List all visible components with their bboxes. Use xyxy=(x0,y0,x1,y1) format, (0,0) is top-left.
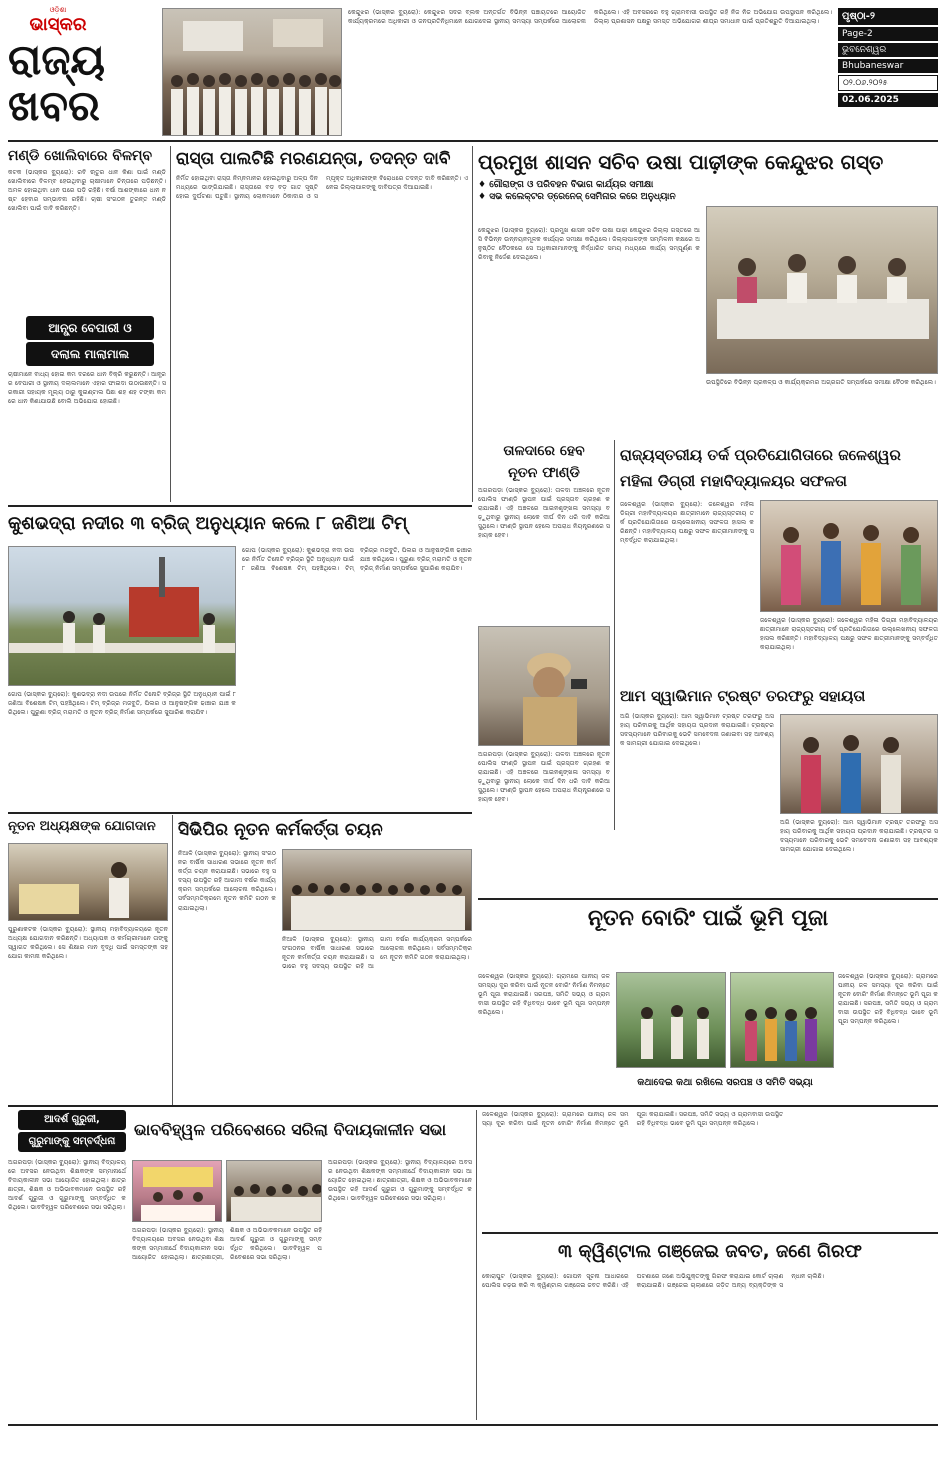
boring-caption: କଥାଦେଇ କଥା ରଖିଲେ ସରପଞ୍ଚ ଓ ସମିତି ସଭ୍ୟା xyxy=(637,1077,813,1088)
bullet-icon: ♦ xyxy=(478,192,490,202)
talda-body-cont: ଅଗରପଡ଼ା (ଭାସ୍କର ବ୍ୟୁରୋ): ତାଳଦା ଅଞ୍ଚଳରେ ନୂତନ ପୋଲିସ ଫାଣ୍ଡି ସ୍ଥାପନ ପାଇଁ ପ୍ରସ୍ତାବ ଗ୍ରହଣ କରାଯାଇଛି। ଏହି ଅଞ୍ଚଳରେ ଆଇନଶୃଙ୍ଖଳା ସମସ୍ୟା ବଢ଼ୁଥିବାରୁ ସ୍ଥାନୀୟ ଲୋକେ ଦୀର୍ଘ ଦିନ ଧରି ଦାବି କରିଆସୁଥିଲେ। ଫାଣ୍ଡି ସ୍ଥାପନ ହେଲେ ଅପରାଧ ନିୟନ୍ତ୍ରଣରେ ସହାୟକ ହେବ। xyxy=(478,751,610,804)
usha-bullet-2 xyxy=(478,192,938,202)
kushabhadra-body-cont: ଗୋପ (ଭାସ୍କର ବ୍ୟୁରୋ): କୁଶଭଦ୍ରା ନଦୀ ଉପରେ ନିର୍ମିତ ତିନୋଟି ବ୍ରିଜ୍‌ର ସ୍ଥିତି ଅନୁଧ୍ୟାନ ପାଇଁ ୮ ଜଣିଆ ବିଶେଷଜ୍ଞ ଟିମ୍ ପହଞ୍ଚିଥିଲେ। ଟିମ୍ ବ୍ରିଜ୍‌ର ମଜବୁତି, ପିଲର ଓ ଆନୁଷଙ୍ଗିକ ଢାଞ୍ଚାର ଯାଞ୍ଚ କରିଥିଲେ। ପୁରୁଣା ବ୍ରିଜ୍ ମରାମତି ଓ ନୂତନ ବ୍ରିଜ୍ ନିର୍ମାଣ ସମ୍ପର୍କରେ ସୁପାରିଶ କରାଯିବ। xyxy=(8,691,236,717)
group-photo-svg xyxy=(163,9,342,136)
rasta-body: ନିର୍ମିତ ହୋଇଥିବା ରାସ୍ତା ନିମ୍ନମାନର ହୋଇଥିବାରୁ ଅଳ୍ପ ଦିନ ମଧ୍ୟରେ ଭାଙ୍ଗିଯାଇଛି। ରାସ୍ତାରେ ବଡ଼ ବଡ଼ ଗାତ ସୃଷ୍ଟି ହୋଇ ଦୁର୍ଘଟଣା ଘଟୁଛି। ସ୍ଥାନୀୟ ଲୋକମାନେ ଠିକାଦାର ଓ ସମ୍ପୃକ୍ତ ଅଧିକାରୀଙ୍କ ବିରୋଧରେ ତଦନ୍ତ ଦାବି କରିଛନ୍ତି। ଏ ନେଇ ଜିଲ୍ଲାପାଳଙ୍କୁ ଦାବିପତ୍ର ଦିଆଯାଇଛି। xyxy=(176,175,468,201)
article-adarsha xyxy=(8,1158,472,1418)
article-kushabhadra xyxy=(8,508,472,808)
tarka-body: ଜଳେଶ୍ୱର (ଭାସ୍କର ବ୍ୟୁରୋ): ଜଳେଶ୍ୱର ମହିଳା ଡିଗ୍ରୀ ମହାବିଦ୍ୟାଳୟର ଛାତ୍ରୀମାନେ ରାଜ୍ୟସ୍ତରୀୟ ତର୍କ ପ୍ରତିଯୋଗିତାରେ ଉଲ୍ଲେଖନୀୟ ସଫଳତା ହାସଲ କରିଛନ୍ତି। ମହାବିଦ୍ୟାଳୟ ପକ୍ଷରୁ ସଫଳ ଛାତ୍ରୀମାନଙ୍କୁ ସମ୍ବର୍ଦ୍ଧିତ କରାଯାଇଥିଲା। xyxy=(620,501,754,545)
boring-photo-2-svg xyxy=(731,973,834,1068)
date-odia: ୦୨.୦୬.୨୦୨୫ xyxy=(838,75,938,91)
ganja-body: କୋରାପୁଟ (ଭାସ୍କର ବ୍ୟୁରୋ): ଗୋପନ ସୂଚନା ଆଧାରରେ ପୋଲିସ ଚଢ଼ଉ କରି ୩ କ୍ୱିଣ୍ଟାଲ ଗଞ୍ଜେଇ ଜବତ କରିଛି। ଏହି ଘଟଣାରେ ଜଣେ ଅଭିଯୁକ୍ତଙ୍କୁ ଗିରଫ କରାଯାଇ କୋର୍ଟ ଚାଲାଣ କରାଯାଇଛି। ଗଞ୍ଜେଇ ଚାଲାଣରେ ଜଡ଼ିତ ଅନ୍ୟ ବ୍ୟକ୍ତିଙ୍କ ସନ୍ଧାନ ଚାଲିଛି। xyxy=(482,1273,825,1290)
article-cbp xyxy=(178,815,472,1105)
masthead-group-photo xyxy=(162,8,342,136)
article-adhyaksha xyxy=(8,815,168,1115)
logo-name: ଭାସ୍କର xyxy=(29,14,87,35)
ama-body-cont: ଅଗି (ଭାସ୍କର ବ୍ୟୁରୋ): ଆମ ସ୍ୱାଭିମାନ ଟ୍ରଷ୍ଟ ତରଫରୁ ଅସହାୟ ପରିବାରକୁ ଆର୍ଥିକ ସହାୟତା ପ୍ରଦାନ କରାଯାଇଛି। ଟ୍ରଷ୍ଟର ସଦସ୍ୟମାନେ ପରିବାରକୁ ଭେଟି ସମବେଦନା ଜଣାଇବା ସହ ଆବଶ୍ୟକ ସାମଗ୍ରୀ ଯୋଗାଇ ଦେଇଥିଲେ। xyxy=(780,819,938,854)
section-title-line2: ଖବର xyxy=(8,81,100,130)
page-number-odia: ପୃଷ୍ଠା-୨ xyxy=(838,8,938,25)
cbp-body-cont: ନିଆଳି (ଭାସ୍କର ବ୍ୟୁରୋ): ସ୍ଥାନୀୟ ସଂଗଠନର ବାର୍ଷିକ ସାଧାରଣ ସଭାରେ ନୂତନ କର୍ମକର୍ତ୍ତା ଚୟନ କରାଯାଇଛି। ସଭାରେ ବହୁ ସଦସ୍ୟ ଉପସ୍ଥିତ ରହି ଆଗାମୀ ବର୍ଷର କାର୍ଯ୍ୟକ୍ରମ ସମ୍ପର୍କରେ ଆଲୋଚନା କରିଥିଲେ। ସର୍ବସମ୍ମତିକ୍ରମେ ନୂତନ କମିଟି ଗଠନ କରାଯାଇଥିଲା। xyxy=(282,936,472,971)
article-mandi xyxy=(8,146,166,314)
rasta-headline: ରାସ୍ତା ପାଲଟିଛି ମରଣଯନ୍ତା, ତଦନ୍ତ ଦାବି xyxy=(176,149,451,169)
meeting-photo-svg xyxy=(707,207,938,374)
ama-help-photo xyxy=(780,714,938,814)
footer-rule xyxy=(8,1424,938,1426)
ama-headline: ଆମ ସ୍ୱାଭିମାନ ଟ୍ରଷ୍ଟ ତରଫରୁ ସହାୟତା xyxy=(620,687,866,705)
tarka-headline-line2: ମହିଳା ଡିଗ୍ରୀ ମହାବିଦ୍ୟାଳୟର ସଫଳତା xyxy=(620,472,847,490)
city-en: Bhubaneswar xyxy=(838,59,938,73)
usha-headline: ପ୍ରମୁଖ ଶାସନ ସଚିବ ଉଷା ପାଢ଼ୀଙ୍କ କେନ୍ଦୁଝର ଗସ୍ତ xyxy=(478,150,884,174)
boring-photo-1-svg xyxy=(617,973,726,1068)
andhra-body: ଚାଷୀମାନେ ବାଧ୍ୟ ହୋଇ କମ ଦରରେ ଧାନ ବିକ୍ରି କରୁଛନ୍ତି। ଆନ୍ଧ୍ରର ବେପାରୀ ଓ ସ୍ଥାନୀୟ ଦଲାଲମାନେ ଏହାର ଫାଇଦା ଉଠାଉଛନ୍ତି। ସରକାରୀ ସହାୟକ ମୂଲ୍ୟ ଠାରୁ କୁଇଣ୍ଟାଲ ପିଛା ଶହ ଶହ ଟଙ୍କା କମରେ ଧାନ କିଣାଯାଉଛି ବୋଲି ଅଭିଯୋଗ ହୋଇଛି। xyxy=(8,371,166,406)
logo-small: ଓଡ଼ିଶା xyxy=(49,6,67,14)
adhyaksha-photo xyxy=(8,843,168,921)
article-ganja xyxy=(482,1236,938,1418)
stage-photo-svg xyxy=(133,1161,222,1222)
kushabhadra-body: ଗୋପ (ଭାସ୍କର ବ୍ୟୁରୋ): କୁଶଭଦ୍ରା ନଦୀ ଉପରେ ନିର୍ମିତ ତିନୋଟି ବ୍ରିଜ୍‌ର ସ୍ଥିତି ଅନୁଧ୍ୟାନ ପାଇଁ ୮ ଜଣିଆ ବିଶେଷଜ୍ଞ ଟିମ୍ ପହଞ୍ଚିଥିଲେ। ଟିମ୍ ବ୍ରିଜ୍‌ର ମଜବୁତି, ପିଲର ଓ ଆନୁଷଙ୍ଗିକ ଢାଞ୍ଚାର ଯାଞ୍ଚ କରିଥିଲେ। ପୁରୁଣା ବ୍ରିଜ୍ ମରାମତି ଓ ନୂତନ ବ୍ରିଜ୍ ନିର୍ମାଣ ସମ୍ପର୍କରେ ସୁପାରିଶ କରାଯିବ। xyxy=(242,547,472,573)
masthead-logo xyxy=(8,6,158,136)
usha-bullet-2-text: ସଭ କଲେକ୍ଟର ଡ୍ରେନେଜ୍ ସେମିନାର କରେ ଅନୁଧ୍ୟାନ xyxy=(489,192,676,202)
award-photo-svg xyxy=(761,501,938,612)
audience-photo-svg xyxy=(227,1161,322,1222)
usha-bullet-1 xyxy=(478,180,938,190)
city-odia: ଭୁବନେଶ୍ୱର xyxy=(838,43,938,57)
police-photo-svg xyxy=(479,627,610,746)
talda-headline-line2: ନୂତନ ଫାଣ୍ଡି xyxy=(508,465,580,481)
boring-body: ଜଳେଶ୍ୱର (ଭାସ୍କର ବ୍ୟୁରୋ): ଗ୍ରାମରେ ପାନୀୟ ଜଳ ସମସ୍ୟା ଦୂର କରିବା ପାଇଁ ନୂତନ ବୋରିଂ ନିର୍ମାଣ ନିମନ୍ତେ ଭୂମି ପୂଜା କରାଯାଇଛି। ସରପଞ୍ଚ, ସମିତି ସଭ୍ୟ ଓ ଗ୍ରାମବାସୀ ଉପସ୍ଥିତ ରହି ବିଧିବଦ୍ଧ ଭାବେ ଭୂମି ପୂଜା ସମ୍ପନ୍ନ କରିଥିଲେ। xyxy=(478,973,610,1017)
usha-meeting-photo xyxy=(706,206,938,374)
article-tarka xyxy=(620,442,938,682)
adhyaksha-headline: ନୂତନ ଅଧ୍ୟକ୍ଷଙ୍କ ଯୋଗଦାନ xyxy=(8,819,156,834)
cbp-headline: ସିଭିପିର ନୂତନ କର୍ମକର୍ତ୍ତା ଚୟନ xyxy=(178,820,383,840)
mandi-headline: ମଣ୍ଡି ଖୋଲିବାରେ ବିଳମ୍ବ xyxy=(8,148,153,164)
masthead-rule xyxy=(8,140,938,142)
boring-photo-2 xyxy=(730,972,834,1068)
section-title-line1: ରାଜ୍ୟ xyxy=(8,35,106,84)
masthead-top-story: କେନ୍ଦୁଝର (ଭାସ୍କର ବ୍ୟୁରୋ): କେନ୍ଦୁଝର ସଦର ବ୍ଲକ ଅନ୍ତର୍ଗତ ବିଭିନ୍ନ ପଞ୍ଚାୟତରେ ଆୟୋଜିତ କାର୍ଯ୍ୟକ୍ରମରେ ଅଧିକାରୀ ଓ ଜନପ୍ରତିନିଧିମାନେ ଯୋଗଦେଇ ସ୍ଥାନୀୟ ସମସ୍ୟା ସମ୍ପର୍କରେ ଆଲୋଚନା କରିଥିଲେ। ଏହି ଅବସରରେ ବହୁ ଗ୍ରାମବାସୀ ଉପସ୍ଥିତ ରହି ନିଜ ନିଜ ଅଭିଯୋଗ ଉପସ୍ଥାପନ କରିଥିଲେ। ଜିଲ୍ଲା ପ୍ରଶାସନ ପକ୍ଷରୁ ସମସ୍ତ ଅଭିଯୋଗର ଶୀଘ୍ର ସମାଧାନ ପାଇଁ ପ୍ରତିଶ୍ରୁତି ଦିଆଯାଇଥିଲା। xyxy=(348,9,832,26)
adarsha-audience-photo xyxy=(226,1160,322,1222)
police-photo xyxy=(478,626,610,746)
adarsha-kicker-line1: ଆଦର୍ଶ ଗୁରୁଜୀ, xyxy=(18,1110,126,1130)
adarsha-kicker-box xyxy=(18,1110,126,1154)
article-rasta xyxy=(176,146,468,502)
ganja-headline: ୩ କ୍ୱିଣ୍ଟାଲ ଗଞ୍ଜେଇ ଜବତ, ଜଣେ ଗିରଫ xyxy=(558,1241,862,1262)
adhyaksha-photo-svg xyxy=(9,844,168,921)
page-info-box xyxy=(838,8,938,136)
page-number-en: Page-2 xyxy=(838,27,938,41)
bridge-photo-svg xyxy=(9,547,236,686)
kushabhadra-headline: କୁଶଭଦ୍ରା ନଦୀର ୩ ବ୍ରିଜ୍ ଅନୁଧ୍ୟାନ କଲେ ୮ ଜଣିଆ ଟିମ୍ xyxy=(8,513,408,534)
adarsha-body-cont: ଅଗରପଡ଼ା (ଭାସ୍କର ବ୍ୟୁରୋ): ସ୍ଥାନୀୟ ବିଦ୍ୟାଳୟରେ ଅବସର ନେଉଥିବା ଶିକ୍ଷକଙ୍କ ସମ୍ମାନାର୍ଥେ ବିଦାୟକାଳୀନ ସଭା ଆୟୋଜିତ ହୋଇଥିଲା। ଛାତ୍ରଛାତ୍ରୀ, ଶିକ୍ଷକ ଓ ଅଭିଭାବକମାନେ ଉପସ୍ଥିତ ରହି ଆଦର୍ଶ ଗୁରୁଜୀ ଓ ଗୁରୁମାଙ୍କୁ ସମ୍ବର୍ଦ୍ଧିତ କରିଥିଲେ। ଭାବବିହ୍ୱଳ ପରିବେଶରେ ସଭା ସରିଥିଲା। xyxy=(132,1227,322,1262)
boring-headline: ନୂତନ ବୋରିଂ ପାଇଁ ଭୂମି ପୂଜା xyxy=(587,906,829,931)
help-photo-svg xyxy=(781,715,938,814)
talda-body: ଅଗରପଡ଼ା (ଭାସ୍କର ବ୍ୟୁରୋ): ତାଳଦା ଅଞ୍ଚଳରେ ନୂତନ ପୋଲିସ ଫାଣ୍ଡି ସ୍ଥାପନ ପାଇଁ ପ୍ରସ୍ତାବ ଗ୍ରହଣ କରାଯାଇଛି। ଏହି ଅଞ୍ଚଳରେ ଆଇନଶୃଙ୍ଖଳା ସମସ୍ୟା ବଢ଼ୁଥିବାରୁ ସ୍ଥାନୀୟ ଲୋକେ ଦୀର୍ଘ ଦିନ ଧରି ଦାବି କରିଆସୁଥିଲେ। ଫାଣ୍ଡି ସ୍ଥାପନ ହେଲେ ଅପରାଧ ନିୟନ୍ତ୍ରଣରେ ସହାୟକ ହେବ। xyxy=(478,487,610,540)
andhra-headline-box xyxy=(26,316,154,366)
adarsha-body: ଅଗରପଡ଼ା (ଭାସ୍କର ବ୍ୟୁରୋ): ସ୍ଥାନୀୟ ବିଦ୍ୟାଳୟରେ ଅବସର ନେଉଥିବା ଶିକ୍ଷକଙ୍କ ସମ୍ମାନାର୍ଥେ ବିଦାୟକାଳୀନ ସଭା ଆୟୋଜିତ ହୋଇଥିଲା। ଛାତ୍ରଛାତ୍ରୀ, ଶିକ୍ଷକ ଓ ଅଭିଭାବକମାନେ ଉପସ୍ଥିତ ରହି ଆଦର୍ଶ ଗୁରୁଜୀ ଓ ଗୁରୁମାଙ୍କୁ ସମ୍ବର୍ଦ୍ଧିତ କରିଥିଲେ। ଭାବବିହ୍ୱଳ ପରିବେଶରେ ସଭା ସରିଥିଲା। xyxy=(8,1159,126,1212)
adhyaksha-body: ପୁରୁଣାକଟକ (ଭାସ୍କର ବ୍ୟୁରୋ): ସ୍ଥାନୀୟ ମହାବିଦ୍ୟାଳୟରେ ନୂତନ ଅଧ୍ୟକ୍ଷ ଯୋଗଦାନ କରିଛନ୍ତି। ଅଧ୍ୟାପକ ଓ କର୍ମଚାରୀମାନେ ତାଙ୍କୁ ସ୍ୱାଗତ କରିଥିଲେ। ସେ ଶିକ୍ଷାର ମାନ ବୃଦ୍ଧି ପାଇଁ ସମସ୍ତଙ୍କ ସହଯୋଗ କାମନା କରିଥିଲେ। xyxy=(8,926,168,961)
ama-body: ଅଗି (ଭାସ୍କର ବ୍ୟୁରୋ): ଆମ ସ୍ୱାଭିମାନ ଟ୍ରଷ୍ଟ ତରଫରୁ ଅସହାୟ ପରିବାରକୁ ଆର୍ଥିକ ସହାୟତା ପ୍ରଦାନ କରାଯାଇଛି। ଟ୍ରଷ୍ଟର ସଦସ୍ୟମାନେ ପରିବାରକୁ ଭେଟି ସମବେଦନା ଜଣାଇବା ସହ ଆବଶ୍ୟକ ସାମଗ୍ରୀ ଯୋଗାଇ ଦେଇଥିଲେ। xyxy=(620,713,774,748)
boring-body-cont: ଜଳେଶ୍ୱର (ଭାସ୍କର ବ୍ୟୁରୋ): ଗ୍ରାମରେ ପାନୀୟ ଜଳ ସମସ୍ୟା ଦୂର କରିବା ପାଇଁ ନୂତନ ବୋରିଂ ନିର୍ମାଣ ନିମନ୍ତେ ଭୂମି ପୂଜା କରାଯାଇଛି। ସରପଞ୍ଚ, ସମିତି ସଭ୍ୟ ଓ ଗ୍ରାମବାସୀ ଉପସ୍ଥିତ ରହି ବିଧିବଦ୍ଧ ଭାବେ ଭୂମି ପୂଜା ସମ୍ପନ୍ନ କରିଥିଲେ। xyxy=(838,973,938,1026)
adarsha-kicker-line2: ଗୁରୁମାଙ୍କୁ ସମ୍ବର୍ଦ୍ଧନା xyxy=(18,1132,126,1152)
bullet-icon: ♦ xyxy=(478,180,490,190)
usha-bullet-1-text: ଗୌରାଙ୍ଗ ଓ ପରିବହନ ବିଭାଗ କାର୍ଯ୍ୟର ସମୀକ୍ଷା xyxy=(489,180,654,190)
article-usha xyxy=(478,146,938,438)
mandi-body: କଟକ (ଭାସ୍କର ବ୍ୟୁରୋ): ରବି ଋତୁର ଧାନ କିଣା ପାଇଁ ମଣ୍ଡି ଖୋଲିବାରେ ବିଳମ୍ବ ହେଉଥିବାରୁ ଚାଷୀମାନେ ଚିନ୍ତାରେ ପଡ଼ିଛନ୍ତି। ଅମଳ ହୋଇଥିବା ଧାନ ଘରେ ପଡ଼ି ରହିଛି। ବର୍ଷା ଆଶଙ୍କାରେ ଧାନ ନଷ୍ଟ ହେବାର ସମ୍ଭାବନା ରହିଛି। ଚାଷୀ ସଂଗଠନ ତୁରନ୍ତ ମଣ୍ଡି ଖୋଲିବା ପାଇଁ ଦାବି କରିଛନ୍ତି। xyxy=(8,169,166,213)
andhra-headline-line2: ଦଲାଲ ମାଲାମାଲ xyxy=(26,342,154,366)
cbp-body: ନିଆଳି (ଭାସ୍କର ବ୍ୟୁରୋ): ସ୍ଥାନୀୟ ସଂଗଠନର ବାର୍ଷିକ ସାଧାରଣ ସଭାରେ ନୂତନ କର୍ମକର୍ତ୍ତା ଚୟନ କରାଯାଇଛି। ସଭାରେ ବହୁ ସଦସ୍ୟ ଉପସ୍ଥିତ ରହି ଆଗାମୀ ବର୍ଷର କାର୍ଯ୍ୟକ୍ରମ ସମ୍ପର୍କରେ ଆଲୋଚନା କରିଥିଲେ। ସର୍ବସମ୍ମତିକ୍ରମେ ନୂତନ କମିଟି ଗଠନ କରାଯାଇଥିଲା। xyxy=(178,850,276,912)
adarsha-body-cont2: ଅଗରପଡ଼ା (ଭାସ୍କର ବ୍ୟୁରୋ): ସ୍ଥାନୀୟ ବିଦ୍ୟାଳୟରେ ଅବସର ନେଉଥିବା ଶିକ୍ଷକଙ୍କ ସମ୍ମାନାର୍ଥେ ବିଦାୟକାଳୀନ ସଭା ଆୟୋଜିତ ହୋଇଥିଲା। ଛାତ୍ରଛାତ୍ରୀ, ଶିକ୍ଷକ ଓ ଅଭିଭାବକମାନେ ଉପସ୍ଥିତ ରହି ଆଦର୍ଶ ଗୁରୁଜୀ ଓ ଗୁରୁମାଙ୍କୁ ସମ୍ବର୍ଦ୍ଧିତ କରିଥିଲେ। ଭାବବିହ୍ୱଳ ପରିବେଶରେ ସଭା ସରିଥିଲା। xyxy=(328,1159,472,1203)
usha-body: କେନ୍ଦୁଝର (ଭାସ୍କର ବ୍ୟୁରୋ): ପ୍ରମୁଖ ଶାସନ ସଚିବ ଉଷା ପାଢ଼ୀ କେନ୍ଦୁଝର ଜିଲ୍ଲା ଗସ୍ତରେ ଆସି ବିଭିନ୍ନ ଉନ୍ନୟନମୂଳକ କାର୍ଯ୍ୟର ସମୀକ୍ଷା କରିଥିଲେ। ଜିଲ୍ଲାପାଳଙ୍କ ସମ୍ମିଳନୀ କକ୍ଷରେ ଅନୁଷ୍ଠିତ ବୈଠକରେ ସେ ଅଧିକାରୀମାନଙ୍କୁ ନିର୍ଦ୍ଧାରିତ ସମୟ ମଧ୍ୟରେ କାର୍ଯ୍ୟ ସମ୍ପୂର୍ଣ୍ଣ କରିବାକୁ ନିର୍ଦ୍ଦେଶ ଦେଇଥିଲେ। xyxy=(478,227,700,262)
tarka-body-cont: ଜଳେଶ୍ୱର (ଭାସ୍କର ବ୍ୟୁରୋ): ଜଳେଶ୍ୱର ମହିଳା ଡିଗ୍ରୀ ମହାବିଦ୍ୟାଳୟର ଛାତ୍ରୀମାନେ ରାଜ୍ୟସ୍ତରୀୟ ତର୍କ ପ୍ରତିଯୋଗିତାରେ ଉଲ୍ଲେଖନୀୟ ସଫଳତା ହାସଲ କରିଛନ୍ତି। ମହାବିଦ୍ୟାଳୟ ପକ୍ଷରୁ ସଫଳ ଛାତ୍ରୀମାନଙ୍କୁ ସମ୍ବର୍ଦ୍ଧିତ କରାଯାଇଥିଲା। xyxy=(760,617,938,652)
adarsha-headline: ଭାବବିହ୍ୱଳ ପରିବେଶରେ ସରିଲା ବିଦାୟକାଳୀନ ସଭା xyxy=(134,1120,447,1139)
article-talda xyxy=(478,440,610,830)
usha-caption: ଉପସ୍ଥିତିରେ ବିଭିନ୍ନ ପ୍ରକଳ୍ପ ଓ କାର୍ଯ୍ୟକ୍ରମର ଅଗ୍ରଗତି ସମ୍ପର୍କରେ ସମୀକ୍ଷା ବୈଠକ କରିଥିଲେ। xyxy=(706,379,936,386)
bridge-photo xyxy=(8,546,236,686)
date-en: 02.06.2025 xyxy=(838,93,938,107)
article-ama xyxy=(620,684,938,894)
boring-photo-1 xyxy=(616,972,726,1068)
boring-body-lower: ଜଳେଶ୍ୱର (ଭାସ୍କର ବ୍ୟୁରୋ): ଗ୍ରାମରେ ପାନୀୟ ଜଳ ସମସ୍ୟା ଦୂର କରିବା ପାଇଁ ନୂତନ ବୋରିଂ ନିର୍ମାଣ ନିମନ୍ତେ ଭୂମି ପୂଜା କରାଯାଇଛି। ସରପଞ୍ଚ, ସମିତି ସଭ୍ୟ ଓ ଗ୍ରାମବାସୀ ଉପସ୍ଥିତ ରହି ବିଧିବଦ୍ଧ ଭାବେ ଭୂମି ପୂଜା ସମ୍ପନ୍ନ କରିଥିଲେ। xyxy=(482,1111,784,1128)
cbp-photo-svg xyxy=(283,850,472,931)
tarka-award-photo xyxy=(760,500,938,612)
tarka-headline-line1: ରାଜ୍ୟସ୍ତରୀୟ ତର୍କ ପ୍ରତିଯୋଗିତାରେ ଜଳେଶ୍ୱର xyxy=(620,446,901,464)
andhra-headline-line1: ଆନ୍ଧ୍ର ବେପାରୀ ଓ xyxy=(26,316,154,340)
article-boring xyxy=(478,902,938,1102)
cbp-group-photo xyxy=(282,849,472,931)
talda-headline-line1: ତାଳଦାରେ ହେବ xyxy=(503,443,585,459)
adarsha-stage-photo xyxy=(132,1160,222,1222)
